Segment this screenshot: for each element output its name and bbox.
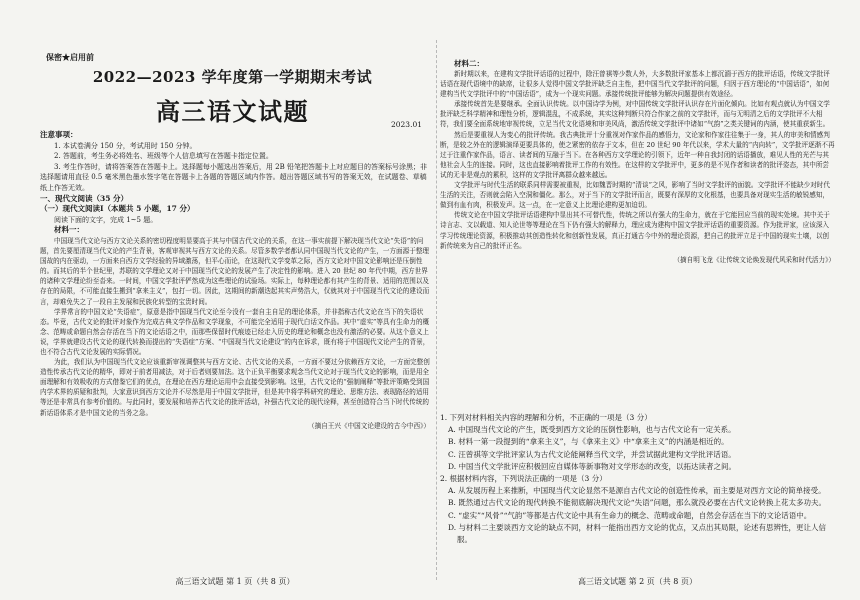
material-label: 材料一：	[54, 225, 84, 235]
question-1-option: B. 材料一第一段提到的“拿来主义”，与《拿来主义》中“拿来主义”的内涵是相近的。	[448, 437, 729, 447]
question-2-option: C. “虚实”“风骨”“气韵”等都是古代文论中具有生命力的概念、范畴或命题，自然会存活在当下的文论话语中。	[448, 510, 812, 520]
paragraph: 为此，我们认为中国现当代文论应该重新审视调整其与西方文论、古代文论的关系，一方面不要过分依赖西方文论，一方面完整创造性传承古代文论的精华，即对于前者用减法，对于后者则要加法。这个正负平衡要求观念当代文论对于现当代文论的影响，而是用全面理解和有效吸收的方式借鉴它们的优点，在理论在西方理论运用中会直接受到影响。这里，古代文论的“强制阐释”等批评策略受到国内学术界的质疑和批判，大家意识到西方文论并不尽然是用于中国文学批评，但是其中将学科研究的理论、思维方法、表现路径的适用等还是非常具有参考价值的。与此同时，要发展和培养古代文论的批评活动，补强古代文论的现代诠释，甚至创造符合当下时代传统的新话语体系才是中国文论的当务之急。	[40, 358, 430, 417]
material-2-block	[440, 58, 835, 264]
question-2-stem: 2. 根据材料内容，下列说法正确的一项是（3 分）	[440, 474, 607, 484]
confidential-mark: 保密★启用前	[46, 52, 94, 62]
paragraph: 新时期以来，在建构文学批评话语的过程中，除汪曾祺等少数人外，大多数批评家基本上都沉湎于西方的批评话语，传统文学批评话语在现代语境中的缺席，让很多人觉得中国文学批评缺乏自主性，把中国当代文学批评的问题，归因于西方理论的“中国话语”，如何建构当代文学批评中的“中国话语”，成为一个现实问题。承接传统批评能够为解决问题提供有效途径。	[440, 70, 830, 99]
note-item: 3. 考生作答时，请将答案答在答题卡上。选择题每小题选出答案后，用 2B 铅笔把答题卡上对应题目的答案标号涂黑；非选择题请用直径 0.5 毫米黑色墨水签字笔在答题卡上各题的答题区域内作答。超出答题区域书写的答案无效，在试题卷、草稿纸上作答无效。	[40, 162, 427, 192]
paragraph: 中国现当代文论与西方文论关系的密切程度明显要高于其与中国古代文论的关系，在这一事实前提下解决现当代文论“失语”的问题，首先要厘清现当代文论的产生背景，客观审视其与西方文论的关系。尽管多数学者都认同中国现当代文论的产生，一方面源于整理国故的内在驱动，一方面来自西方文学经验的异域激荡，但平心而论，在这现代文学变革之际，西方文论对中国文论影响还是压倒性的。而其后的半个世纪里，苏联的文学理论又对于中国现当代文论的发展产生了决定性的影响。进入 20 世纪 80 年代中期，西方世界的诸种文学理论纷至沓来。一时间，中国文学批评俨然成为这些理论的试验场。实际上，每种理论都有其产生的背景、适用的范围以及存在的局限，不可能直接生搬到“拿来主义”，包打一切。因此，这期间的新潮迭起其实声势浩大，仅就其对于中国现当代文论的建设而言，却难免失之了一段自主发展和民族化转型的宝贵时间。	[40, 236, 430, 306]
note-item: 1. 本试卷满分 150 分，考试用时 150 分钟。	[54, 141, 197, 150]
source-citation: （摘自明飞龙《让传统文论焕发现代风采和时代活力》）	[673, 255, 835, 264]
notes-heading: 注意事项：	[40, 130, 78, 139]
exam-title: 2022—2023 学年度第一学期期末考试	[92, 68, 373, 86]
paragraph: 然后是要重视人为变心的批评传统。我古典批评十分重视对作家作品的感悟力，文论家和作家往往集于一身，其人的审美和情感判断，是较之外在的逻辑演绎更要具体的，使之紧密的依存于文本，但在 20 世纪 90 年代以来，学术大量的“内向转”，文学批评逐渐不再过于注重作家作品，语言、读者间的互融于当下。在各种西方文学理论的引领下，近年一种自我封闭的话语播放，难见人性的光芒与其他社会人生的连接。同时，这也直接影响着批评工作的有效性。在这样的文学批评中，更多的是不见作者和读者的批评姿态，其中所尝试的无非是观点的累积，这样的文学批评离群众越来越远。	[440, 130, 835, 179]
paragraph: 学界常言的中国文论“失语症”，原意是指中国现当代文论至今没有一套自主自足的理论体系，并非指称古代文论在当下的失语状态。毕竟，古代文论的批评对象作为完成古典文学作品和文学现象，不可能完全适用于现代白话文作品。其中“虚实”等具有生命力的概念、范畴或命题自然会存活在当下的文论话语之中，而那些保留时代痕迹已经走入历史的理论和概念也没有激活的必要。从这个意义上说，学界就建设古代文论的现代转换而提出的“失语症”方案、“中国现当代文论建设”的内在诉求，既有将于中国现代文论产生的背景，也不符合古代文论发展的实际情况。	[40, 307, 430, 356]
question-1-stem: 1. 下列对材料相关内容的理解和分析，不正确的一项是（3 分）	[440, 413, 652, 422]
material-2-text	[440, 69, 835, 251]
page-1	[40, 0, 430, 600]
note-item: 2. 答题前，考生务必将姓名、班级等个人信息填写在答题卡指定位置。	[54, 152, 273, 161]
question-1-option: A. 中国现当代文论的产生，既受到西方文论的压倒性影响，也与古代文论有一定关系。	[448, 425, 736, 435]
question-2-option: B. 既然通过古代文论的现代转换不能彻底解决现代文论“失语”问题，那么就没必要在古代文论转换上花太多功夫。	[448, 498, 826, 508]
questions-block	[440, 412, 835, 546]
paragraph: 传统文论在中国文学批评话语建构中显出其不可替代性，传统之所以有强大的生命力，就在于它能回应当前的现实处境。其中关于诗言志、文以载道、知人论世等等理论在当下仍有强大的解释力，理应成为建构中国文学批评话语的重要资源。作为批评家，应该深入学习传统理论资源，积极推动其创造性转化和创新性发展，真正打通古今中外的理论资源，把自己的批评立足于中国的现实土壤，以创新传统来为自己的批评正名。	[440, 211, 830, 250]
question-2-option: D. 与材料二主要谈西方文论的缺点不同，材料一能指出西方文论的优点，又点出其局限，论述有思辨性，更让人信服。	[448, 522, 827, 545]
question-1-option: C. 汪曾祺等文学批评家认为古代文论能阐释当代文学，并尝试据此建构文学批评话语。	[448, 449, 736, 459]
subsection-heading: （一）现代文阅读Ⅰ（本题共 5 小题，17 分）	[40, 204, 195, 214]
page-2	[440, 0, 835, 600]
notes-block	[40, 130, 430, 431]
source-citation: （摘自王兴《中国文论建设的古今中西》）	[308, 421, 430, 430]
section-heading: 一、现代文阅读（35 分）	[40, 193, 129, 203]
paragraph: 文学批评与时代生活的联系同样需要被重视，比如魏晋时期的“清谈”之风，影响了当时文学批评的面貌。文学批评不能缺少对时代生活的关注，否则就会陷入空洞和僵化。那么，对于当下的文学批评而言，既要有深厚的文化根基，也要具备对现实生活的敏锐感知，做到有血有肉，积极发声。这一点，在一定意义上比理论建构更加迫切。	[440, 181, 830, 210]
reading-instruction: 阅读下面的文字，完成 1~5 题。	[54, 215, 158, 224]
page-footer: 高三语文试题 第 2 页（共 8 页）	[578, 577, 697, 586]
question-2-option: A. 从发展历程上来推断，中国现当代文论显然不是源自古代文论的创造性传承，而主要是对西方文论的简单接受。	[448, 486, 826, 496]
exam-date: 2023.01	[390, 120, 422, 129]
question-1-option: D. 中国当代文学批评应积极回应自媒体等新事物对文学形态的改变，以拓达读者之间。	[448, 461, 737, 471]
material-1-text	[40, 236, 430, 418]
paper-title: 高三语文试题	[156, 97, 309, 126]
material-label: 材料二：	[454, 59, 484, 68]
page-footer: 高三语文试题 第 1 页（共 8 页）	[175, 577, 295, 586]
paragraph: 承接传统首先是要继承。全面认识传统。以中国诗学为例，对中国传统文学批评认识存在片面化倾向。比如有观点就认为中国文学批评缺乏科学精神和理性分析，逻辑混乱，不成系统，其实这种判断只符合作家之前的文学批评，而与无明清之后的文学批评不大相符，我们要全面系统地审视传统，立足当代文化语境和审美风尚，激活传统文学批评中诸如“气韵”之类关键词的内涵，使其重获新生。	[440, 100, 830, 129]
column-divider	[436, 40, 437, 580]
